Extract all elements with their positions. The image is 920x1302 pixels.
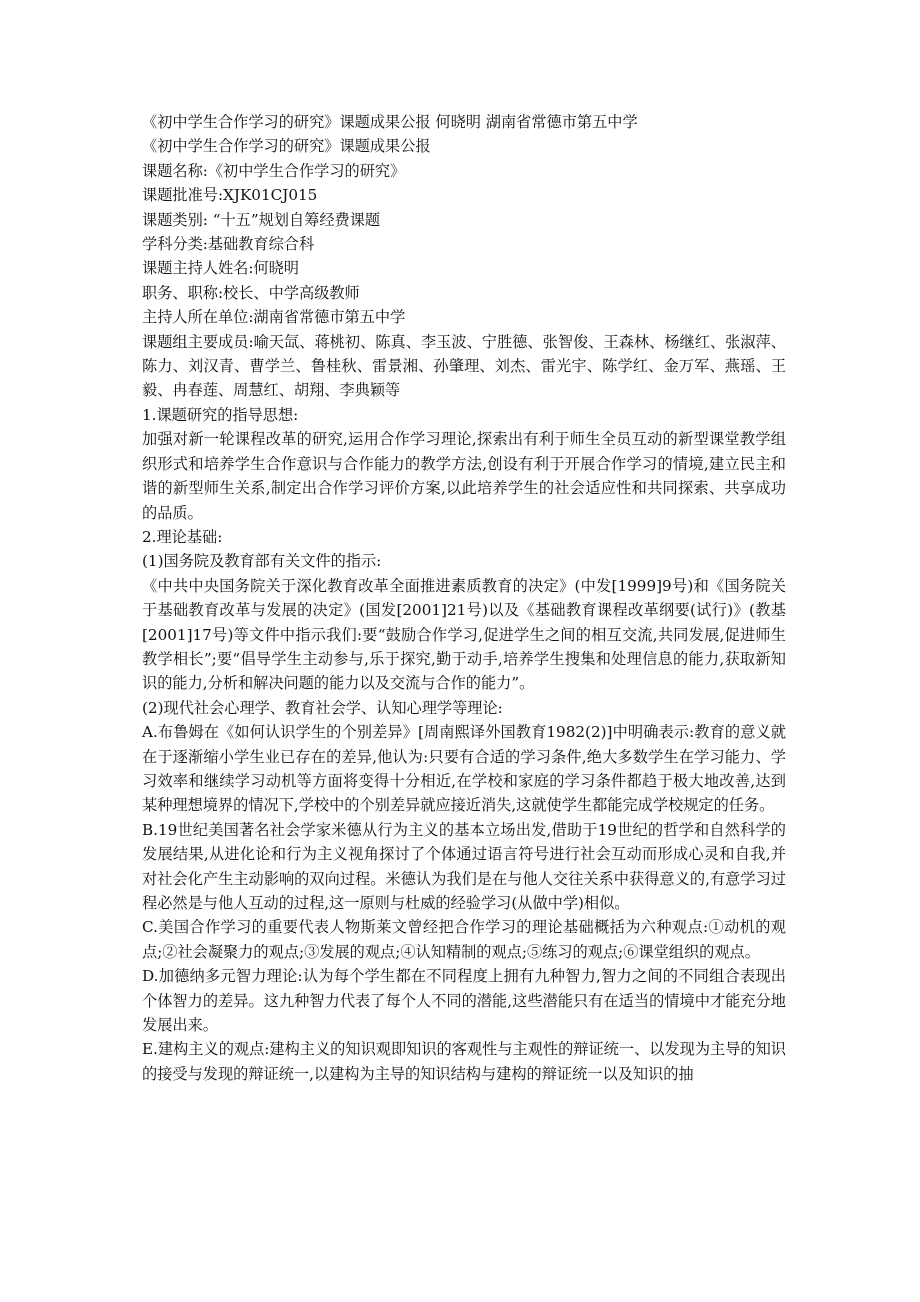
theory-a-paragraph: A.布鲁姆在《如何认识学生的个别差异》[周南熙译外国教育1982(2)]中明确表示:教育的意义就在于逐渐缩小学生业已存在的差异,他认为:只要有合适的学习条件,绝大多数学生在学习能力、学习效率和继续学习动机等方面将变得十分相近,在学校和家庭的学习条件都趋于极大地改善,达到某种理想境界的情况下,学校中的个别差异就应接近消失,这就使学生都能完成学校规定的任务。 — [142, 723, 786, 815]
host-unit: 主持人所在单位:湖南省常德市第五中学 — [142, 308, 406, 327]
theory-e-paragraph: E.建构主义的观点:建构主义的知识观即知识的客观性与主观性的辩证统一、以发现为主导的知识的接受与发现的辩证统一,以建构为主导的知识结构与建构的辩证统一以及知识的抽 — [142, 1040, 786, 1083]
section-heading-theory: 2.理论基础: — [142, 527, 223, 546]
team-members: 课题组主要成员:喻天氙、蒋桃初、陈真、李玉波、宁胜德、张智俊、王森林、杨继红、张淑萍、陈力、刘汉青、曹学兰、鲁桂秋、雷景湘、孙肇理、刘杰、雷光宇、陈学红、金万军、燕瑶、王毅、冉春莲、周慧红、胡翔、李典颖等 — [142, 332, 786, 400]
subheading-modern-theories: (2)现代社会心理学、教育社会学、认知心理学等理论: — [142, 698, 503, 717]
subject-classification: 学科分类:基础教育综合科 — [142, 235, 315, 254]
guiding-ideology-paragraph: 加强对新一轮课程改革的研究,运用合作学习理论,探索出有利于师生全员互动的新型课堂教学组织形式和培养学生合作意识与合作能力的教学方法,创设有利于开展合作学习的情境,建立民主和谐的新型师生关系,制定出合作学习评价方案,以此培养学生的社会适应性和共同探索、共享成功的品质。 — [142, 430, 786, 522]
state-documents-paragraph: 《中共中央国务院关于深化教育改革全面推进素质教育的决定》(中发[1999]9号)和《国务院关于基础教育改革与发展的决定》(国发[2001]21号)以及《基础教育课程改革纲要(试行)》(教基[2001]17号)等文件中指示我们:要“鼓励合作学习,促进学生之间的相互交流,共同发展,促进师生教学相长”;要“倡导学生主动参与,乐于探究,勤于动手,培养学生搜集和处理信息的能力,获取新知识的能力,分析和解决问题的能力以及交流与合作的能力”。 — [142, 576, 786, 693]
position-title: 职务、职称:校长、中学高级教师 — [142, 283, 360, 302]
header-line: 《初中学生合作学习的研究》课题成果公报 何晓明 湖南省常德市第五中学 — [142, 113, 638, 131]
approval-number: 课题批准号:XJK01CJ015 — [142, 186, 318, 205]
project-name: 课题名称:《初中学生合作学习的研究》 — [142, 161, 406, 180]
report-title: 《初中学生合作学习的研究》课题成果公报 — [142, 137, 431, 156]
subheading-state-documents: (1)国务院及教育部有关文件的指示: — [142, 552, 382, 571]
document-body — [142, 110, 786, 1086]
theory-b-paragraph: B.19世纪美国著名社会学家米德从行为主义的基本立场出发,借助于19世纪的哲学和自然科学的发展结果,从进化论和行为主义视角探讨了个体通过语言符号进行社会互动而形成心灵和自我,并对社会化产生主动影响的双向过程。米德认为我们是在与他人交往关系中获得意义的,有意学习过程必然是与他人互动的过程,这一原则与杜威的经验学习(从做中学)相似。 — [142, 820, 786, 912]
theory-d-paragraph: D.加德纳多元智力理论:认为每个学生都在不同程度上拥有九种智力,智力之间的不同组合表现出个体智力的差异。这九种智力代表了每个人不同的潜能,这些潜能只有在适当的情境中才能充分地发展出来。 — [142, 967, 786, 1035]
section-heading-guiding-ideology: 1.课题研究的指导思想: — [142, 405, 299, 424]
project-category: 课题类别: “十五”规划自筹经费课题 — [142, 210, 381, 229]
theory-c-paragraph: C.美国合作学习的重要代表人物斯莱文曾经把合作学习的理论基础概括为六种观点:①动机的观点;②社会凝聚力的观点;③发展的观点;④认知精制的观点;⑤练习的观点;⑥课堂组织的观点。 — [142, 918, 786, 961]
host-name: 课题主持人姓名:何晓明 — [142, 259, 299, 278]
